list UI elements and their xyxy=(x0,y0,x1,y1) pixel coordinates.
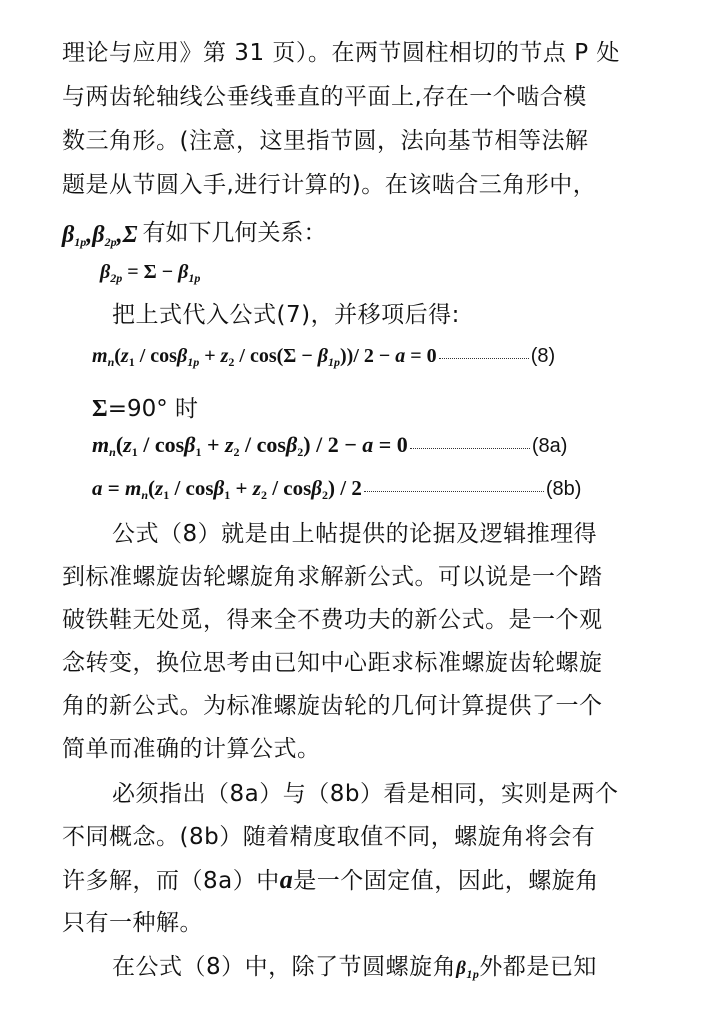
text-line: 念转变，换位思考由已知中心距求标准螺旋齿轮螺旋 xyxy=(62,650,603,676)
leader-dots xyxy=(439,357,529,359)
text-line: 不同概念。(8b）随着精度取值不同，螺旋角将会有 xyxy=(62,824,596,850)
sigma-condition-text: =90° 时 xyxy=(107,396,199,422)
equation-8b xyxy=(92,475,581,501)
text-segment: 许多解，而（8a）中 xyxy=(62,868,280,894)
equation-tag: (8) xyxy=(530,345,556,367)
text-line xyxy=(62,865,599,896)
text-line: 数三角形。(注意，这里指节圆，法向基节相等法解 xyxy=(62,128,589,154)
sigma-condition-line xyxy=(92,390,198,423)
equation-8a xyxy=(92,432,567,458)
text-segment: 在公式（8）中，除了节圆螺旋角 xyxy=(112,954,457,980)
leader-dots xyxy=(410,447,530,449)
text-line: 角的新公式。为标准螺旋齿轮的几何计算提供了一个 xyxy=(62,693,603,719)
text-line: 与两齿轮轴线公垂线垂直的平面上,存在一个啮合模 xyxy=(62,84,587,110)
text-line: 必须指出（8a）与（8b）看是相同，实则是两个 xyxy=(112,781,619,807)
text-line: 破铁鞋无处觅，得来全不费功夫的新公式。是一个观 xyxy=(62,607,603,633)
equation-8b-body: $a = m_n(z_1 / \cos\beta_1 + z_2 / \cos\beta_2) / 2$ xyxy=(92,476,362,502)
text-line: 到标准螺旋齿轮螺旋角求解新公式。可以说是一个踏 xyxy=(62,564,603,590)
beta-symbols: $\beta_{1p},\beta_{2p},\Sigma$ xyxy=(62,222,138,249)
substitute-text: 把上式代入公式(7)，并移项后得: xyxy=(112,302,460,328)
equation-beta2: $\beta_{2p} = \Sigma - \beta_{1p}$ xyxy=(100,261,201,285)
leader-dots xyxy=(364,490,544,492)
equation-8-body: $m_n(z_1 / \cos\beta_{1p} + z_2 / \cos(\Sigma - \beta_{1p}))/$ 2 − a = 0 xyxy=(92,345,437,369)
symbols-relation-line xyxy=(62,214,327,249)
equation-tag: (8a) xyxy=(531,435,568,457)
beta1p-symbol: $\beta_{1p}$ xyxy=(456,958,480,981)
text-line: 只有一种解。 xyxy=(62,910,203,936)
equation-8 xyxy=(92,343,555,369)
text-line: 题是从节圆入手,进行计算的)。在该啮合三角形中， xyxy=(62,172,597,198)
text-segment: 是一个固定值，因此，螺旋角 xyxy=(293,868,599,894)
text-line: 理论与应用》第 31 页）。在两节圆柱相切的节点 P 处 xyxy=(62,40,620,66)
text-line: 简单而准确的计算公式。 xyxy=(62,736,321,762)
relation-text: 有如下几何关系： xyxy=(142,220,327,246)
text-line: 公式（8）就是由上帖提供的论据及逻辑推理得 xyxy=(112,521,598,547)
text-line xyxy=(112,952,597,984)
equation-8a-body: $m_n(z_1 / \cos\beta_1 + z_2 / \cos\beta_2) / 2 - a = 0$ xyxy=(92,432,408,459)
a-symbol: a xyxy=(279,865,294,894)
equation-tag: (8b) xyxy=(545,478,582,500)
text-segment: 外都是已知 xyxy=(479,954,597,980)
sigma-symbol: Σ xyxy=(92,396,108,422)
